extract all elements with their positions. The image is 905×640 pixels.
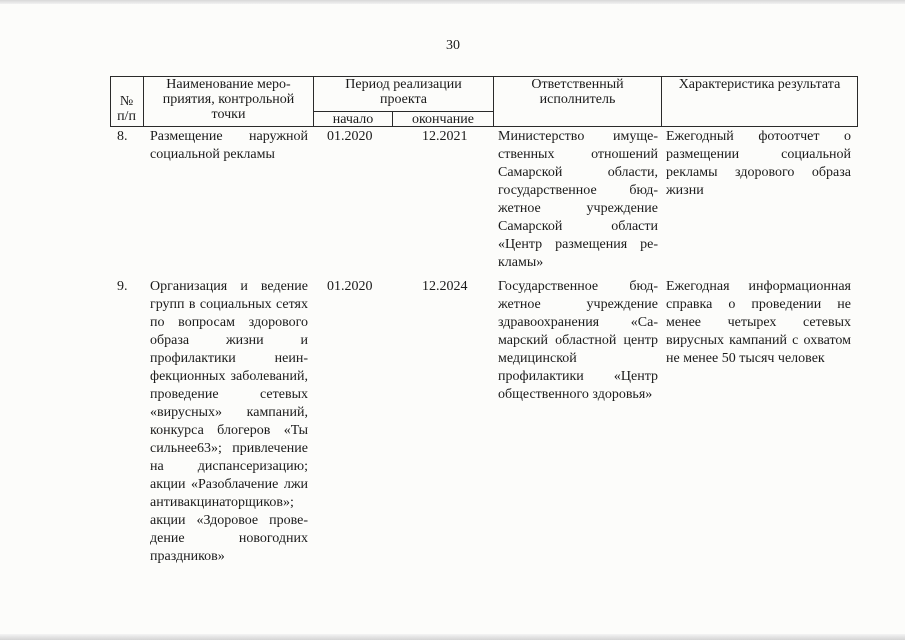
header-responsible: Ответственный исполнитель <box>531 77 624 107</box>
page-bottom-edge <box>0 634 905 640</box>
row-end: 12.2021 <box>422 129 468 144</box>
header-period: Период реализации проекта <box>345 77 462 107</box>
row-responsible: Министерство имущественных отношений Самарской области, государственное бюджетное учреждение Самарской области «Центр размещения рекламы» <box>498 129 658 270</box>
page-number: 30 <box>446 38 460 53</box>
header-result: Характеристика результата <box>678 77 841 92</box>
page-top-edge <box>0 0 905 4</box>
row-name: Организация и ведение групп в социальных сетях по вопросам здорового образа жизни и профилактики неинфекционных заболеваний, проведение сетевых «вирусных» кампаний, конкурса блогеров «Ты сильнее63»; привлечение на диспансеризацию; акции «Разоблачение лжи антивакцинаторщиков»; акции «Здоровое проведение новогодних праздников» <box>150 279 308 564</box>
row-result: Ежегодная информационная справка о проведении не менее четырех сетевых вирусных кампаний с охватом не менее 50 тысяч человек <box>666 279 851 366</box>
row-end: 12.2024 <box>422 279 468 294</box>
row-name: Размещение наружной социальной рекламы <box>150 129 308 162</box>
row-start: 01.2020 <box>327 129 373 144</box>
row-start: 01.2020 <box>327 279 373 294</box>
header-number: № п/п <box>117 94 136 124</box>
row-number: 9. <box>117 279 128 294</box>
header-start: начало <box>332 112 374 127</box>
row-result: Ежегодный фотоотчет о размещении социальной рекламы здорового образа жизни <box>666 129 851 198</box>
row-responsible: Государственное бюджетное учреждение здравоохранения «Самарский областной центр медицинской профилактики «Центр общественного здоровья» <box>498 279 658 402</box>
header-name: Наименование меро- приятия, контрольной точки <box>162 77 295 122</box>
header-end: окончание <box>411 112 475 127</box>
row-number: 8. <box>117 129 128 144</box>
